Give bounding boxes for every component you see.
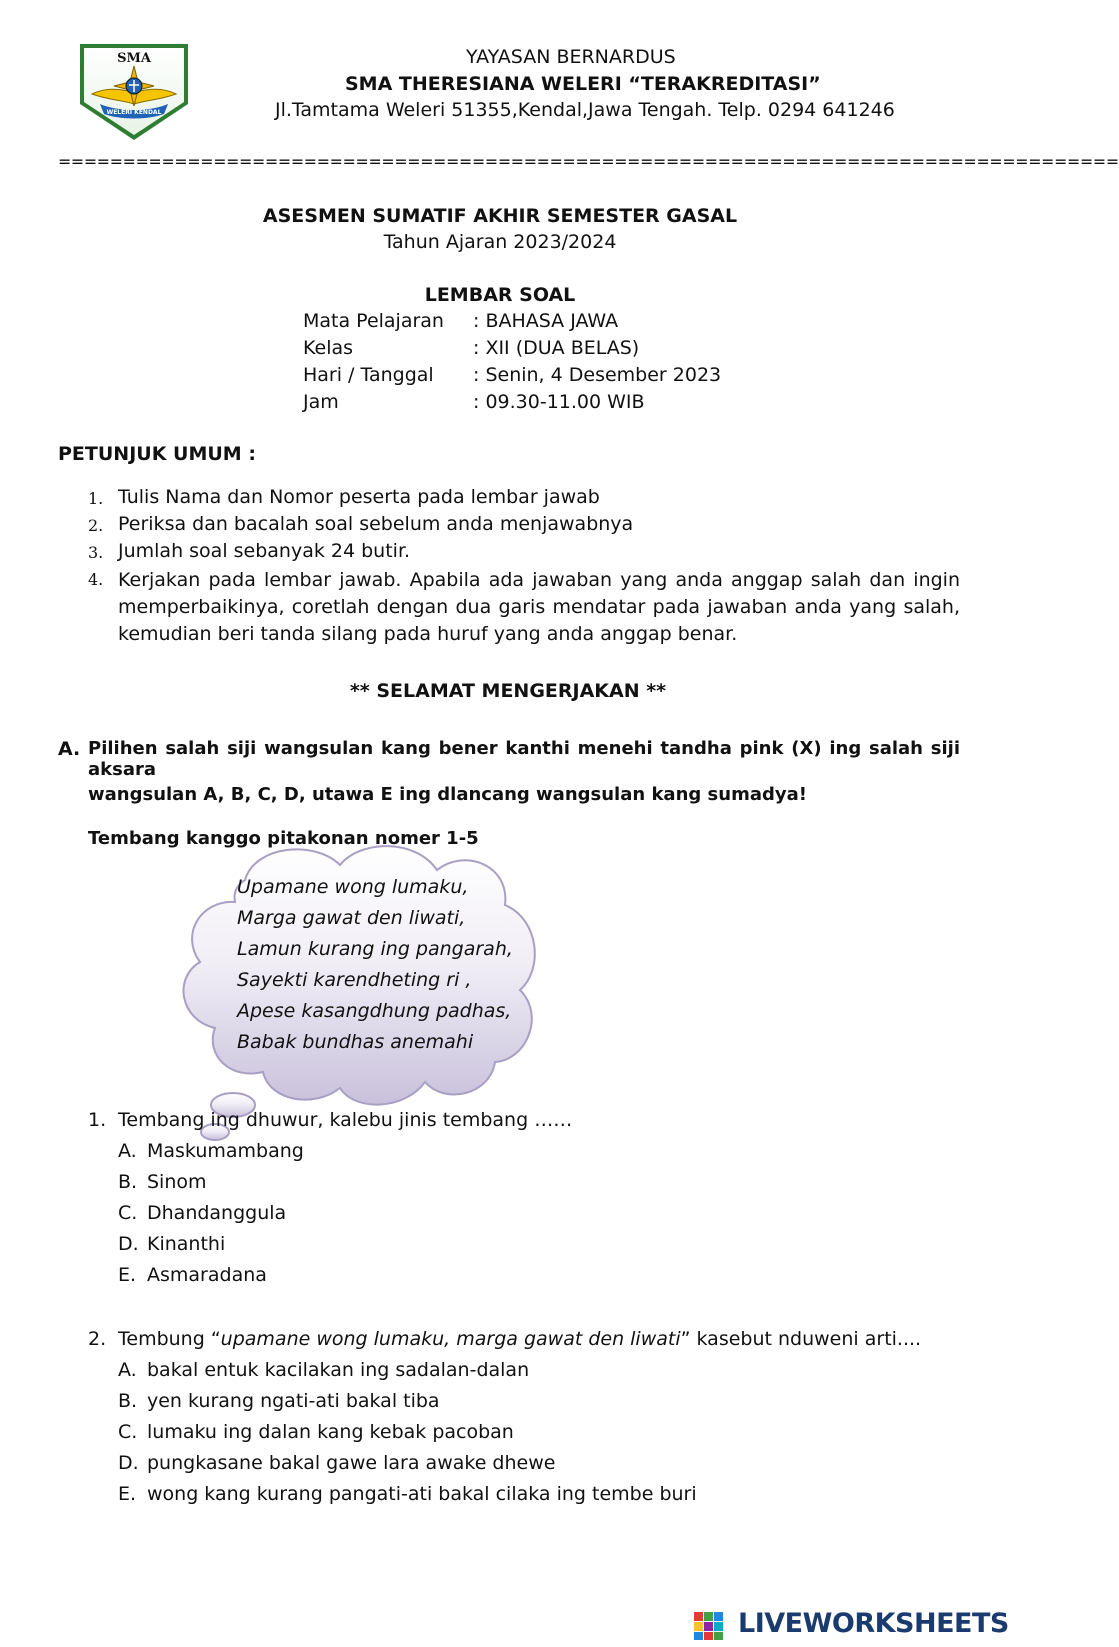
greeting: ** SELAMAT MENGERJAKAN ** [349, 680, 667, 702]
liveworksheets-watermark[interactable] [694, 1608, 1009, 1642]
school-name: SMA THERESIANA WELERI “TERAKREDITASI” [345, 73, 821, 95]
question-text [118, 1328, 921, 1350]
poem-line: Apese kasangdhung padhas, [237, 1000, 512, 1022]
school-address: Jl.Tamtama Weleri 51355,Kendal,Jawa Tengah. Telp. 0294 641246 [275, 99, 895, 121]
poem-line: Lamun kurang ing pangarah, [237, 938, 513, 960]
instruction-number: 2. [88, 516, 104, 535]
question-text: Tembang ing dhuwur, kalebu jinis tembang …… [118, 1109, 573, 1131]
poem-line: Upamane wong lumaku, [237, 876, 469, 898]
question-number: 2. [88, 1328, 107, 1350]
separator-line: ================================================================================== [58, 152, 1119, 171]
answer-option[interactable] [0, 1452, 1000, 1483]
info-label: Kelas [303, 337, 354, 359]
info-value: : XII (DUA BELAS) [473, 337, 640, 359]
poem-line: Babak bundhas anemahi [237, 1031, 474, 1053]
answer-option[interactable] [0, 1483, 1000, 1514]
question-text-quote: upamane wong lumaku, marga gawat den liwati [220, 1328, 681, 1350]
option-text: yen kurang ngati-ati bakal tiba [147, 1390, 440, 1412]
info-label: Mata Pelajaran [303, 310, 444, 332]
option-letter: D. [118, 1452, 139, 1474]
question-number: 1. [88, 1109, 107, 1131]
sheet-title: LEMBAR SOAL [424, 284, 576, 306]
info-value: : Senin, 4 Desember 2023 [473, 364, 722, 386]
liveworksheets-logo-icon [694, 1612, 732, 1640]
option-text: wong kang kurang pangati-ati bakal cilaka ing tembe buri [147, 1483, 697, 1505]
option-letter: C. [118, 1202, 138, 1224]
answer-option[interactable] [0, 1421, 1000, 1452]
instruction-text: Periksa dan bacalah soal sebelum anda menjawabnya [118, 513, 634, 535]
instruction-number: 4. [88, 570, 104, 589]
info-label: Jam [303, 391, 339, 413]
instructions-heading: PETUNJUK UMUM : [58, 443, 256, 465]
option-letter: D. [118, 1233, 139, 1255]
info-value: : BAHASA JAWA [473, 310, 619, 332]
answer-option[interactable] [0, 1264, 1000, 1295]
answer-option[interactable] [0, 1202, 1000, 1233]
option-letter: B. [118, 1171, 138, 1193]
logo-text-top: SMA [117, 51, 151, 66]
section-instruction [88, 738, 960, 805]
question-text-post: ” kasebut nduweni arti.... [680, 1328, 922, 1350]
section-instruction-line: wangsulan A, B, C, D, utawa E ing dlancang wangsulan kang sumadya! [88, 784, 807, 805]
question-text-pre: Tembung “ [118, 1328, 221, 1350]
section-letter: A. [58, 738, 81, 760]
poem-line: Sayekti karendheting ri , [237, 969, 472, 991]
school-logo [78, 42, 190, 142]
option-text: Kinanthi [147, 1233, 226, 1255]
option-text: bakal entuk kacilakan ing sadalan-dalan [147, 1359, 530, 1381]
option-text: Dhandanggula [147, 1202, 287, 1224]
option-text: Maskumambang [147, 1140, 304, 1162]
answer-option[interactable] [0, 1140, 1000, 1171]
answer-option[interactable] [0, 1390, 1000, 1421]
section-instruction-line: Pilihen salah siji wangsulan kang bener kanthi menehi tandha pink (X) ing salah siji aksara [88, 738, 960, 780]
answer-option[interactable] [0, 1233, 1000, 1264]
option-text: lumaku ing dalan kang kebak pacoban [147, 1421, 514, 1443]
poem-line: Marga gawat den liwati, [237, 907, 466, 929]
instruction-number: 3. [88, 543, 104, 562]
instruction-line: memperbaikinya, coretlah dengan dua garis mendatar pada jawaban anda yang salah, [118, 596, 960, 618]
instruction-number: 1. [88, 489, 104, 508]
option-letter: E. [118, 1483, 137, 1505]
instruction-text: Tulis Nama dan Nomor peserta pada lembar jawab [118, 486, 600, 508]
info-label: Hari / Tanggal [303, 364, 434, 386]
option-letter: A. [118, 1359, 137, 1381]
option-text: pungkasane bakal gawe lara awake dhewe [147, 1452, 556, 1474]
instruction-text-long [118, 567, 960, 648]
option-text: Sinom [147, 1171, 207, 1193]
exam-year: Tahun Ajaran 2023/2024 [383, 231, 617, 253]
answer-option[interactable] [0, 1171, 1000, 1202]
option-letter: C. [118, 1421, 138, 1443]
instruction-line: kemudian beri tanda silang pada huruf yang anda anggap benar. [118, 623, 738, 645]
option-letter: A. [118, 1140, 137, 1162]
liveworksheets-text: LIVEWORKSHEETS [738, 1608, 1009, 1639]
logo-text-bottom: WELERI KENDAL [106, 109, 162, 116]
poem-subheading: Tembang kanggo pitakonan nomer 1-5 [88, 828, 479, 849]
option-letter: E. [118, 1264, 137, 1286]
instruction-text: Jumlah soal sebanyak 24 butir. [118, 540, 411, 562]
answer-option[interactable] [0, 1359, 1000, 1390]
foundation-name: YAYASAN BERNARDUS [466, 46, 676, 68]
instruction-line: Kerjakan pada lembar jawab. Apabila ada jawaban yang anda anggap salah dan ingin [118, 569, 960, 591]
exam-title: ASESMEN SUMATIF AKHIR SEMESTER GASAL [262, 205, 738, 227]
info-value: : 09.30-11.00 WIB [473, 391, 645, 413]
option-letter: B. [118, 1390, 138, 1412]
option-text: Asmaradana [147, 1264, 267, 1286]
